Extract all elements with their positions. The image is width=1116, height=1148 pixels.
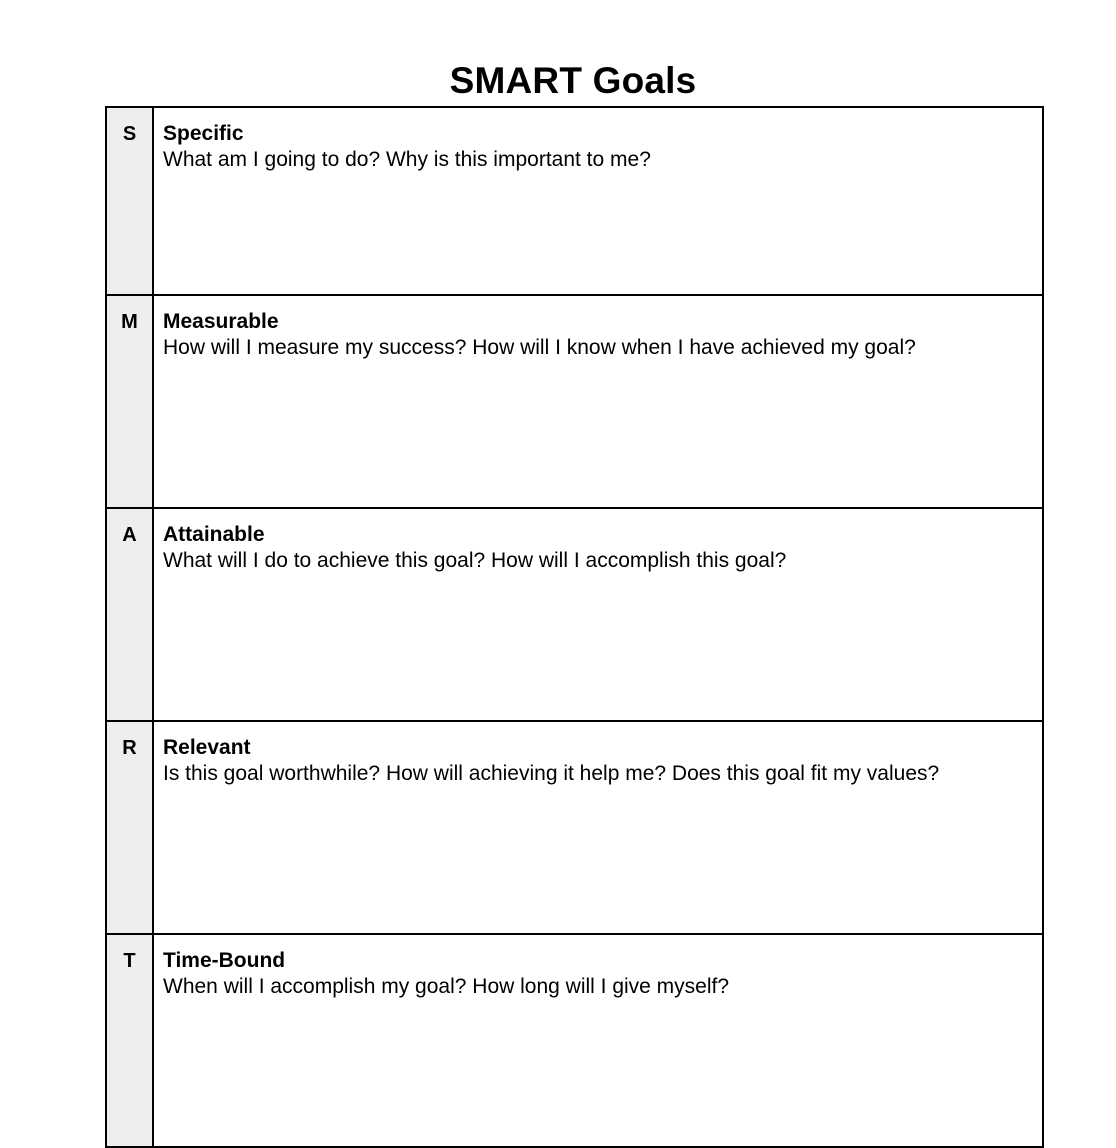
goal-heading: Time-Bound bbox=[163, 949, 286, 972]
letter-cell-a bbox=[106, 508, 153, 721]
attainable-answer-area[interactable] bbox=[153, 508, 1043, 721]
letter-cell-m bbox=[106, 295, 153, 508]
letter-cell-r bbox=[106, 721, 153, 934]
table-row-measurable bbox=[106, 295, 1043, 508]
letter-cell-s bbox=[106, 107, 153, 295]
table-row-relevant bbox=[106, 721, 1043, 934]
row-letter: A bbox=[122, 524, 137, 546]
goal-heading: Relevant bbox=[163, 736, 251, 759]
table-row-attainable bbox=[106, 508, 1043, 721]
goal-prompt: Is this goal worthwhile? How will achieving it help me? Does this goal fit my values? bbox=[163, 762, 940, 785]
goal-heading: Attainable bbox=[163, 523, 265, 546]
time-bound-answer-area[interactable] bbox=[153, 934, 1043, 1147]
goal-prompt: What will I do to achieve this goal? How will I accomplish this goal? bbox=[163, 549, 787, 572]
goal-heading: Specific bbox=[163, 122, 244, 145]
relevant-answer-area[interactable] bbox=[153, 721, 1043, 934]
page-title: SMART Goals bbox=[449, 60, 697, 101]
table-row-time-bound bbox=[106, 934, 1043, 1147]
row-letter: S bbox=[122, 123, 137, 145]
goal-prompt: What am I going to do? Why is this important to me? bbox=[163, 148, 651, 171]
goal-prompt: How will I measure my success? How will I know when I have achieved my goal? bbox=[163, 336, 916, 359]
row-letter: R bbox=[122, 737, 137, 759]
measurable-answer-area[interactable] bbox=[153, 295, 1043, 508]
row-letter: M bbox=[121, 311, 138, 333]
smart-goals-table bbox=[105, 106, 1044, 1148]
specific-answer-area[interactable] bbox=[153, 107, 1043, 295]
goal-prompt: When will I accomplish my goal? How long will I give myself? bbox=[163, 975, 730, 998]
row-letter: T bbox=[123, 950, 136, 972]
letter-cell-t bbox=[106, 934, 153, 1147]
goal-heading: Measurable bbox=[163, 310, 279, 333]
table-row-specific bbox=[106, 107, 1043, 295]
